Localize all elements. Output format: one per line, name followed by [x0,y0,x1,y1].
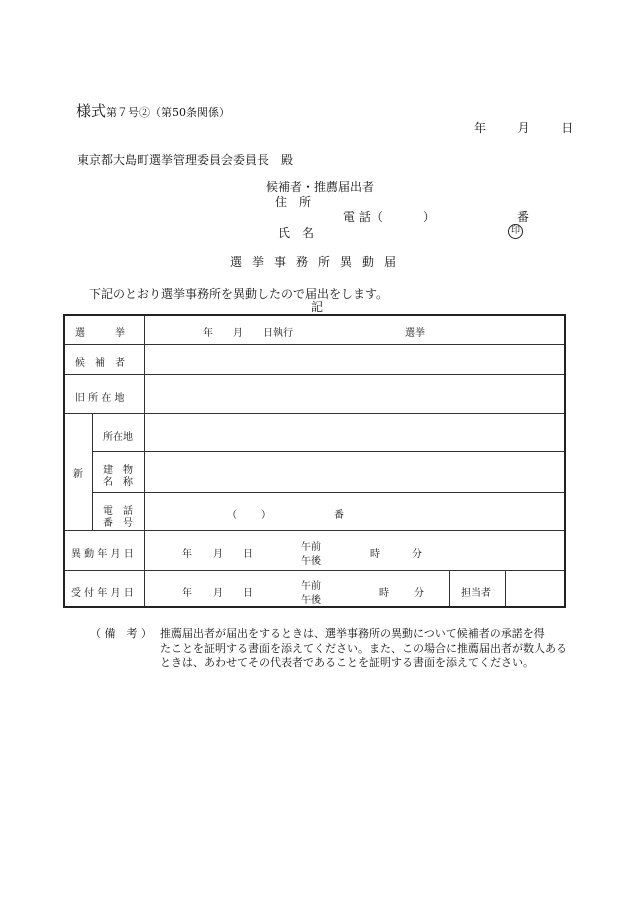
candidate-label: 候 補 者 [75,358,125,369]
row-divider [65,530,564,531]
new-phone-paren-open: （ [227,510,237,521]
col-divider [92,413,93,530]
new-phone-ban: 番 [334,510,344,521]
building-label-2: 名 称 [103,477,133,488]
remarks-label: （ 備 考 ） [90,627,152,640]
new-phone-paren-close: ） [261,510,271,521]
change-day: 日 [243,549,253,560]
receipt-minute: 分 [414,588,424,599]
election-month: 月 [233,328,243,339]
change-am: 午前 [301,542,321,553]
receipt-hour: 時 [379,588,389,599]
applicant-phone-close: ） [423,210,436,224]
addressee: 東京都大島町選挙管理委員会委員長 殿 [77,153,294,167]
row-divider [92,492,564,493]
building-label-1: 建 物 [103,465,133,476]
old-location-label: 旧 所 在 地 [75,393,125,404]
change-date-label: 異 動 年 月 日 [71,549,134,560]
date-day-label: 日 [561,121,574,135]
new-location-label: 所在地 [103,432,133,443]
phone-label-2: 番 号 [103,518,133,529]
election-year: 年 [203,328,213,339]
change-pm: 午後 [301,556,321,567]
form-number-main: 様式 [76,102,107,120]
applicant-heading: 候補者・推薦届出者 [266,180,375,194]
change-hour: 時 [370,549,380,560]
remarks-line: たことを証明する書面を添えてください。また、この場合に推薦届出者が数人ある [160,642,567,655]
new-label: 新 [73,469,83,480]
form-number [76,100,230,121]
applicant-phone-ban: 番 [517,210,530,224]
staff-label: 担当者 [461,588,491,599]
col-divider [144,316,145,606]
intro-text: 下記のとおり選挙事務所を異動したので届出をします。 [89,287,389,301]
election-suffix: 選挙 [405,328,425,339]
phone-label-1: 電 話 [103,506,133,517]
date-year-label: 年 [474,121,487,135]
receipt-year: 年 [182,588,192,599]
applicant-phone-label: 電 話（ [343,210,383,224]
col-divider [505,570,506,606]
col-divider [449,570,450,606]
row-divider [92,451,564,452]
receipt-am: 午前 [301,581,321,592]
change-minute: 分 [412,549,422,560]
ki-label: 記 [311,300,324,314]
form-number-sub: 第７号②（第50条関係） [106,106,231,119]
receipt-day: 日 [243,588,253,599]
change-month: 月 [213,549,223,560]
applicant-address-label: 住 所 [275,195,312,209]
document-title: 選挙事務所異動届 [230,255,407,269]
remarks-line: 推薦届出者が届出をするときは、選挙事務所の異動について候補者の承諾を得 [160,627,545,640]
election-day: 日執行 [263,328,293,339]
form-table [63,314,566,608]
row-divider [65,413,564,414]
receipt-month: 月 [213,588,223,599]
applicant-name-label: 氏 名 [278,226,315,240]
row-divider [65,374,564,375]
receipt-pm: 午後 [301,595,321,606]
row-divider [65,570,564,571]
remarks-line: ときは、あわせてその代表者であることを証明する書面を添えてください。 [160,656,534,669]
seal-icon: 印 [508,224,523,239]
submission-date [474,119,573,136]
row-divider [65,344,564,345]
change-year: 年 [182,549,192,560]
receipt-date-label: 受 付 年 月 日 [71,588,134,599]
date-month-label: 月 [517,121,530,135]
election-label: 選 挙 [75,328,125,339]
